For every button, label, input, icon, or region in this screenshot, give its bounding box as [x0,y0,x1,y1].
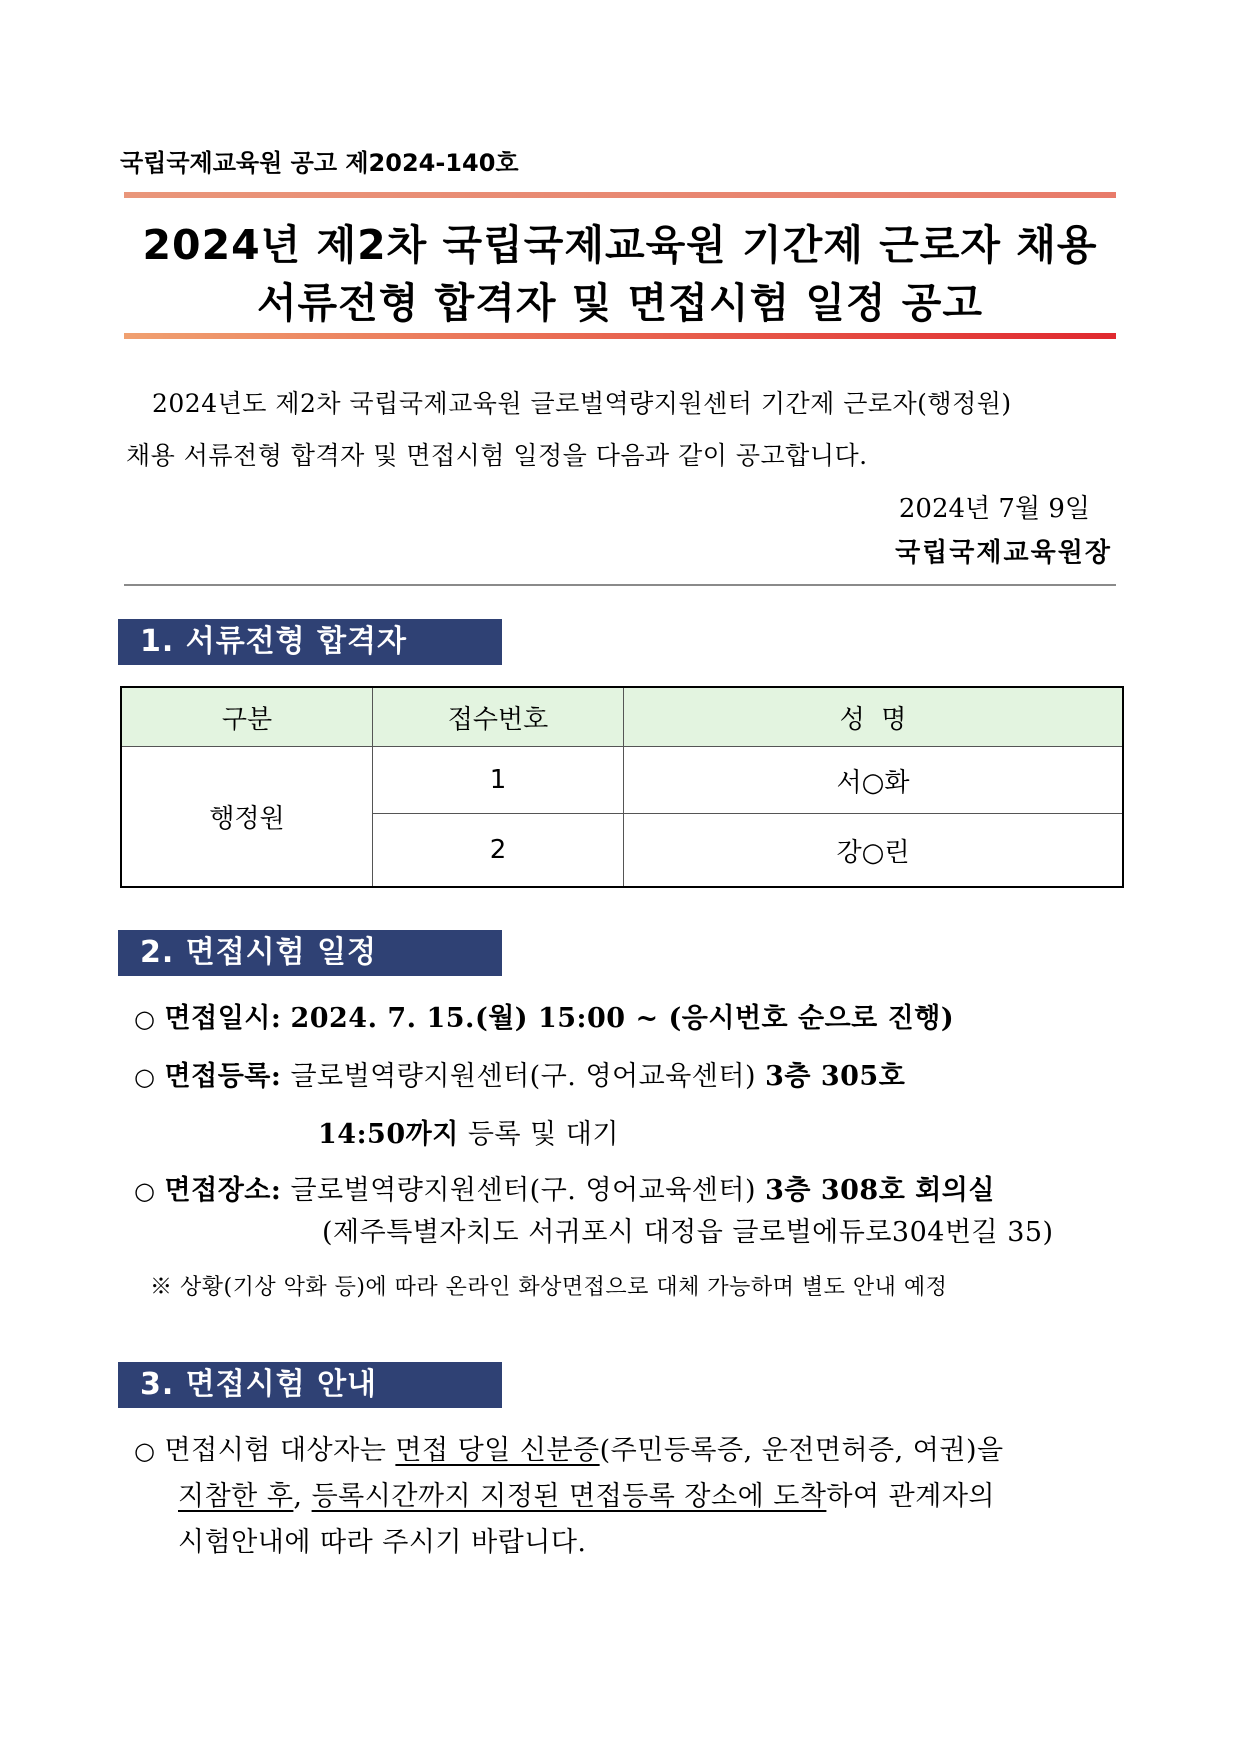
name-cell: 서○화 [624,747,1124,814]
divider [124,584,1116,586]
guide-arrive: 등록시간까지 지정된 면접등록 장소에 도착 [311,1481,827,1512]
number-cell: 2 [373,814,624,888]
schedule-datetime [134,996,954,1035]
datetime-label: 면접일시: [164,1003,282,1034]
intro-line-1: 2024년도 제2차 국립국제교육원 글로벌역량지원센터 기간제 근로자(행정원) [152,389,1012,418]
name-cell: 강○린 [624,814,1124,888]
title-rule-top [124,192,1116,198]
header-category: 구분 [121,687,373,747]
schedule-note: ※ 상황(기상 악화 등)에 따라 온라인 화상면접으로 대체 가능하며 별도 안내 예정 [150,1275,948,1300]
category-cell: 행정원 [121,747,373,888]
guide-text-b: 하여 관계자의 [826,1481,995,1512]
registration-label: 면접등록: [164,1061,282,1092]
datetime-value: 2024. 7. 15.(월) 15:00 ~ (응시번호 순으로 진행) [290,1003,955,1034]
guide-comma: , [293,1481,312,1512]
intro-line-2: 채용 서류전형 합격자 및 면접시험 일정을 다음과 같이 공고합니다. [126,441,868,470]
header-number: 접수번호 [373,687,624,747]
registration-time-line [318,1112,619,1151]
registration-time: 14:50까지 [318,1119,459,1150]
title-line-2: 서류전형 합격자 및 면접시험 일정 공고 [256,279,984,327]
schedule-venue [134,1168,995,1207]
section-2-heading: 2. 면접시험 일정 [118,930,502,976]
registration-room: 3층 305호 [765,1061,906,1092]
guide-id-card: 면접 당일 신분증 [395,1435,600,1466]
section-3-heading: 3. 면접시험 안내 [118,1362,502,1408]
table-header-row [121,687,1123,747]
table-row [121,747,1123,814]
results-table [120,686,1124,888]
bullet-circle-icon: ○ [134,1437,156,1465]
bullet-circle-icon: ○ [134,1177,156,1205]
notice-number: 국립국제교육원 공고 제2024-140호 [120,149,519,177]
schedule-registration [134,1054,905,1093]
header-name: 성 명 [624,687,1124,747]
title-line-1: 2024년 제2차 국립국제교육원 기간제 근로자 채용 [142,221,1098,269]
bullet-circle-icon: ○ [134,1063,156,1091]
guide-id-types: (주민등록증, 운전면허증, 여권)을 [599,1435,1004,1466]
venue-location: 글로벌역량지원센터(구. 영어교육센터) [290,1175,766,1206]
notice-date: 2024년 7월 9일 [898,494,1090,524]
bullet-circle-icon: ○ [134,1005,156,1033]
guide-line-3: 시험안내에 따라 주시기 바랍니다. [178,1527,587,1558]
section-1-heading: 1. 서류전형 합격자 [118,619,502,665]
venue-room: 3층 308호 회의실 [765,1175,995,1206]
guide-text-a: 면접시험 대상자는 [164,1435,396,1466]
number-cell: 1 [373,747,624,814]
signer: 국립국제교육원장 [895,538,1112,568]
guide-line-2 [178,1474,995,1513]
venue-label: 면접장소: [164,1175,282,1206]
registration-wait: 등록 및 대기 [458,1119,619,1150]
title-rule-bottom [124,333,1116,339]
venue-address: (제주특별자치도 서귀포시 대정읍 글로벌에듀로304번길 35) [322,1217,1054,1248]
guide-line-1 [134,1428,1004,1467]
guide-bring: 지참한 후 [178,1481,294,1512]
registration-location: 글로벌역량지원센터(구. 영어교육센터) [290,1061,766,1092]
